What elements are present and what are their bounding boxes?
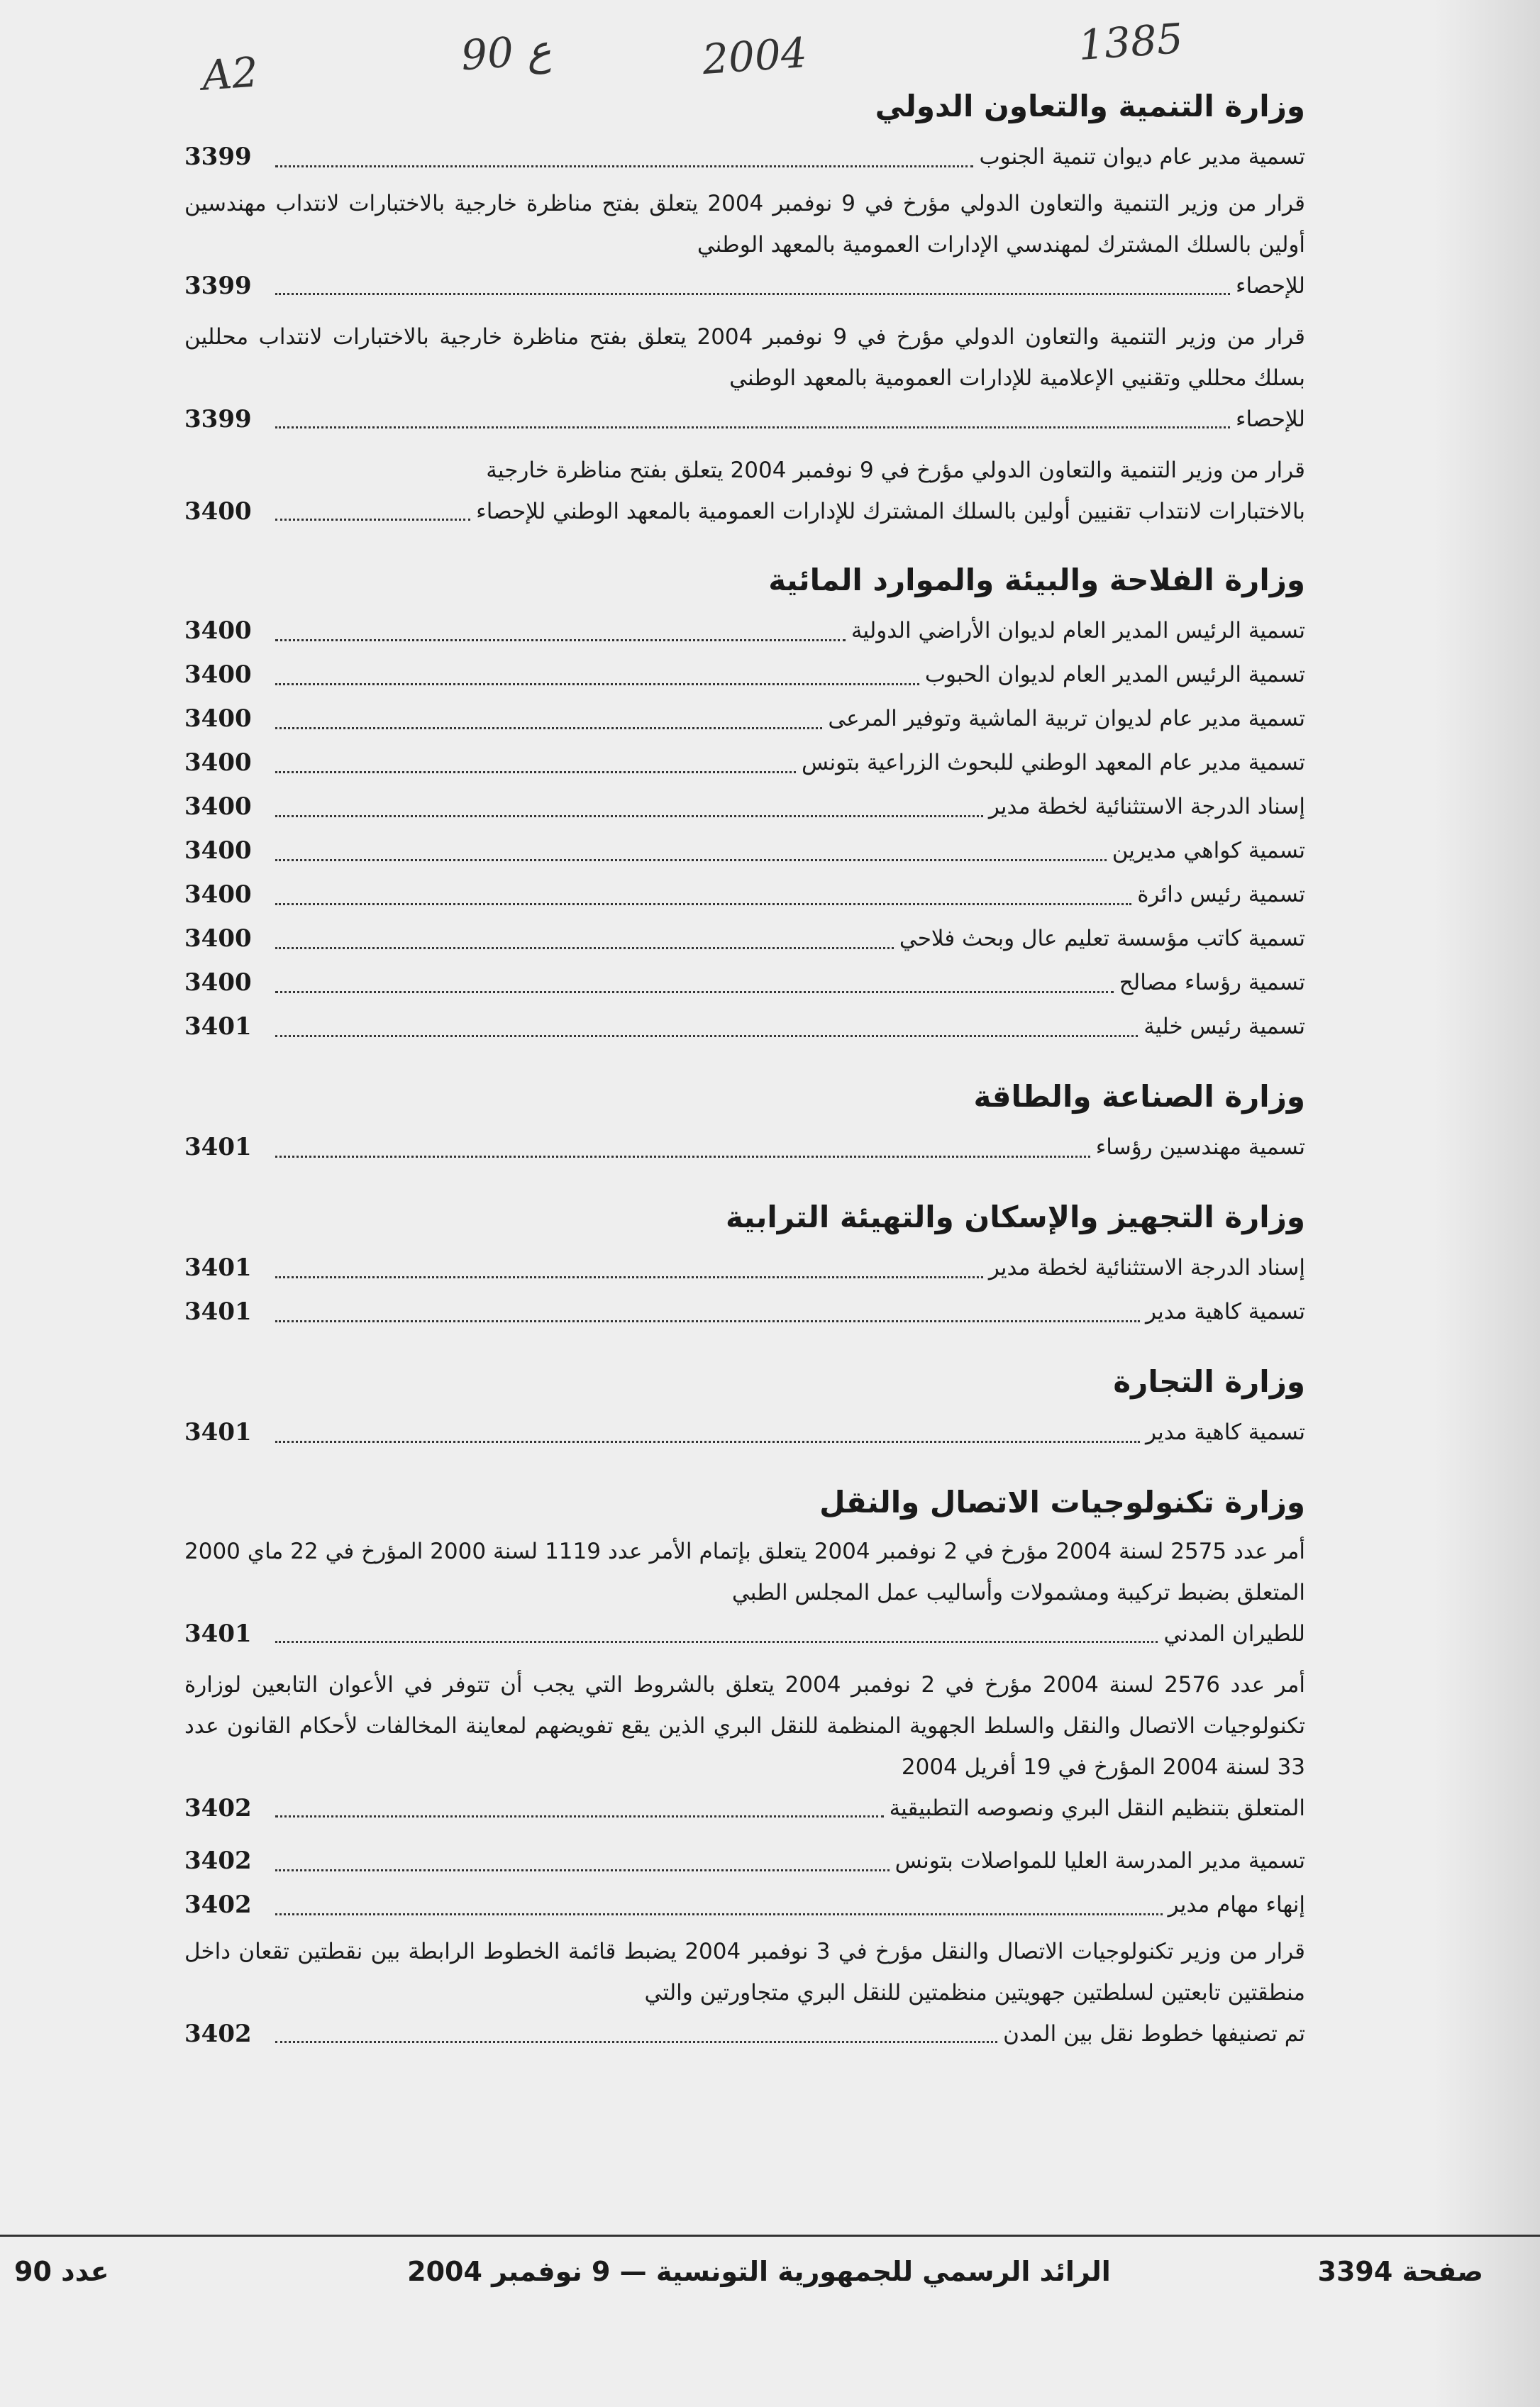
block-body: قرار من وزير تكنولوجيات الاتصال والنقل مؤرخ في 3 نوفمبر 2004 يضبط قائمة الخطوط الرابطة بين نقطتين تقعان داخل منطقتين تابعتين لسلطتين جهويتين منظمتين للنقل البري متجاورتين والتي xyxy=(184,1939,1305,2005)
entry-page: 3400 xyxy=(184,616,252,645)
block-last-line: للإحصاء xyxy=(1235,273,1305,299)
section-title: وزارة التجهيز والإسكان والتهيئة الترابية xyxy=(726,1200,1305,1234)
toc-entry[interactable] xyxy=(184,741,1305,785)
dot-leader xyxy=(275,1869,890,1871)
toc-entry[interactable] xyxy=(184,1125,1305,1169)
entry-page: 3401 xyxy=(184,1012,252,1041)
block-last-line: المتعلق بتنظيم النقل البري ونصوصه التطبيقية xyxy=(889,1795,1305,1821)
entry-page: 3401 xyxy=(184,1254,252,1282)
toc-entry[interactable] xyxy=(184,697,1305,741)
handwritten-note-a2: A2 xyxy=(200,48,260,100)
footer-journal: الرائد الرسمي للجمهورية التونسية — 9 نوفمبر 2004 xyxy=(407,2256,1111,2287)
dot-leader xyxy=(275,1641,1158,1643)
entry-page: 3402 xyxy=(184,1891,252,1919)
block-last-line: للطيران المدني xyxy=(1163,1621,1305,1647)
entry-text: تسمية الرئيس المدير العام لديوان الحبوب xyxy=(924,662,1305,687)
block-last-line: بالاختبارات لانتداب تقنيين أولين بالسلك المشترك للإدارات العمومية بالمعهد الوطني للإحصاء xyxy=(476,499,1305,524)
block-body: قرار من وزير التنمية والتعاون الدولي مؤرخ في 9 نوفمبر 2004 يتعلق بفتح مناظرة خارجية بالاختبارات لانتداب محللين بسلك محللي وتقنيي الإعلامية للإدارات العمومية بالمعهد الوطني xyxy=(184,324,1305,391)
handwritten-note-number: 1385 xyxy=(1076,13,1185,70)
dot-leader xyxy=(275,771,796,773)
section-equipment xyxy=(184,1196,1305,1334)
section-title: وزارة تكنولوجيات الاتصال والنقل xyxy=(819,1485,1305,1520)
toc-block[interactable] xyxy=(184,450,1305,532)
entry-page: 3401 xyxy=(184,1418,252,1446)
toc-entry[interactable] xyxy=(184,785,1305,829)
dot-leader xyxy=(275,1156,1090,1158)
footer-issue: عدد 90 xyxy=(14,2256,109,2287)
toc-entry[interactable] xyxy=(184,1410,1305,1454)
section-title: وزارة الفلاحة والبيئة والموارد المائية xyxy=(768,563,1305,597)
section-industry xyxy=(184,1075,1305,1169)
block-body: قرار من وزير التنمية والتعاون الدولي مؤرخ في 9 نوفمبر 2004 يتعلق بفتح مناظرة خارجية xyxy=(486,458,1305,483)
entry-page: 3401 xyxy=(184,1297,252,1326)
entry-page: 3402 xyxy=(184,1847,252,1875)
entry-text: تسمية مدير عام لديوان تربية الماشية وتوفير المرعى xyxy=(828,706,1305,731)
entry-text: إسناد الدرجة الاستثنائية لخطة مدير xyxy=(988,1255,1305,1280)
block-page: 3402 xyxy=(184,1794,252,1822)
section-communication-transport xyxy=(184,1481,1305,2054)
dot-leader xyxy=(275,1320,1140,1322)
block-page: 3399 xyxy=(184,272,252,300)
dot-leader xyxy=(275,1035,1138,1037)
dot-leader xyxy=(275,947,894,949)
toc-entry[interactable] xyxy=(184,1005,1305,1048)
handwritten-note-year: 2004 xyxy=(700,28,809,84)
block-body: أمر عدد 2575 لسنة 2004 مؤرخ في 2 نوفمبر 2004 يتعلق بإتمام الأمر عدد 1119 لسنة 2000 المؤرخ في 22 ماي 2000 المتعلق بضبط تركيبة ومشمولات وأساليب عمل المجلس الطبي xyxy=(184,1539,1305,1605)
entry-text: تسمية رؤساء مصالح xyxy=(1119,970,1305,995)
dot-leader xyxy=(275,683,919,685)
dot-leader xyxy=(275,1276,983,1278)
section-development xyxy=(184,85,1305,532)
toc-entry[interactable] xyxy=(184,1246,1305,1290)
block-page: 3399 xyxy=(184,405,252,433)
toc-entry[interactable] xyxy=(184,1883,1305,1927)
toc-block[interactable] xyxy=(184,183,1305,306)
dot-leader xyxy=(275,815,983,817)
entry-text: إسناد الدرجة الاستثنائية لخطة مدير xyxy=(988,794,1305,819)
toc-block[interactable] xyxy=(184,1664,1305,1829)
toc-entry[interactable] xyxy=(184,609,1305,653)
page-footer xyxy=(0,2249,1540,2306)
dot-leader xyxy=(275,2041,997,2043)
dot-leader xyxy=(275,1815,884,1817)
toc-entry[interactable] xyxy=(184,873,1305,917)
block-page: 3400 xyxy=(184,497,252,526)
dot-leader xyxy=(275,903,1131,905)
entry-page: 3400 xyxy=(184,836,252,865)
block-page: 3402 xyxy=(184,2020,252,2048)
section-commerce xyxy=(184,1361,1305,1454)
entry-text: تسمية رئيس خلية xyxy=(1143,1014,1305,1039)
table-of-contents xyxy=(184,85,1305,2081)
page-edge-shadow xyxy=(1434,0,1540,2407)
block-page: 3401 xyxy=(184,1620,252,1648)
dot-leader xyxy=(275,639,846,641)
entry-text: تسمية مدير عام ديوان تنمية الجنوب xyxy=(979,144,1305,170)
section-title: وزارة التجارة xyxy=(1113,1364,1305,1399)
dot-leader xyxy=(275,1913,1163,1915)
entry-text: إنهاء مهام مدير xyxy=(1168,1892,1305,1918)
dot-leader xyxy=(275,727,822,729)
dot-leader xyxy=(275,859,1107,861)
entry-text: تسمية مدير المدرسة العليا للمواصلات بتونس xyxy=(894,1848,1305,1874)
entry-text: تسمية كاتب مؤسسة تعليم عال وبحث فلاحي xyxy=(899,926,1305,951)
entry-page: 3400 xyxy=(184,748,252,777)
block-last-line: للإحصاء xyxy=(1235,406,1305,432)
entry-text: تسمية رئيس دائرة xyxy=(1137,882,1305,907)
toc-entry[interactable] xyxy=(184,653,1305,697)
toc-block[interactable] xyxy=(184,1531,1305,1654)
block-last-line: تم تصنيفها خطوط نقل بين المدن xyxy=(1003,2021,1305,2047)
entry-page: 3400 xyxy=(184,968,252,997)
entry-page: 3400 xyxy=(184,880,252,909)
block-body: قرار من وزير التنمية والتعاون الدولي مؤرخ في 9 نوفمبر 2004 يتعلق بفتح مناظرة خارجية بالاختبارات لانتداب مهندسين أولين بالسلك المشترك لمهندسي الإدارات العمومية بالمعهد الوطني xyxy=(184,191,1305,258)
dot-leader xyxy=(275,991,1114,993)
toc-block[interactable] xyxy=(184,316,1305,440)
entry-page: 3400 xyxy=(184,924,252,953)
footer-page-number: صفحة 3394 xyxy=(1317,2256,1483,2287)
entry-text: تسمية كواهي مديرين xyxy=(1112,838,1305,863)
toc-block[interactable] xyxy=(184,1931,1305,2054)
section-title: وزارة الصناعة والطاقة xyxy=(973,1079,1305,1114)
entry-page: 3400 xyxy=(184,660,252,689)
entry-text: تسمية كاهية مدير xyxy=(1145,1420,1305,1445)
entry-page: 3400 xyxy=(184,792,252,821)
handwritten-note-issue: 90 ع xyxy=(459,25,553,80)
toc-entry[interactable] xyxy=(184,1839,1305,1883)
entry-text: تسمية الرئيس المدير العام لديوان الأراضي الدولية xyxy=(851,618,1305,643)
dot-leader xyxy=(275,1441,1140,1443)
dot-leader xyxy=(275,519,470,521)
entry-page: 3399 xyxy=(184,143,252,171)
toc-entry[interactable] xyxy=(184,961,1305,1005)
dot-leader xyxy=(275,426,1230,428)
entry-text: تسمية مدير عام المعهد الوطني للبحوث الزراعية بتونس xyxy=(802,750,1305,775)
toc-entry[interactable] xyxy=(184,135,1305,179)
block-body: أمر عدد 2576 لسنة 2004 مؤرخ في 2 نوفمبر 2004 يتعلق بالشروط التي يجب أن تتوفر في الأعوان التابعين لوزارة تكنولوجيات الاتصال والنقل والسلط الجهوية المنظمة للنقل البري الذين يقع تفويضهم لمعاينة المخالفات لأحكام القانون عدد 33 لسنة 2004 المؤرخ في 19 أفريل 2004 xyxy=(184,1672,1305,1780)
dot-leader xyxy=(275,165,973,167)
toc-entry[interactable] xyxy=(184,917,1305,961)
entry-text: تسمية مهندسين رؤساء xyxy=(1095,1134,1305,1160)
entry-text: تسمية كاهية مدير xyxy=(1145,1299,1305,1324)
entry-page: 3400 xyxy=(184,704,252,733)
entry-page: 3401 xyxy=(184,1133,252,1161)
footer-rule xyxy=(0,2235,1540,2237)
dot-leader xyxy=(275,293,1230,295)
handwritten-notes xyxy=(0,13,1540,100)
toc-entry[interactable] xyxy=(184,1290,1305,1334)
section-agriculture xyxy=(184,559,1305,1048)
toc-entry[interactable] xyxy=(184,829,1305,873)
section-title: وزارة التنمية والتعاون الدولي xyxy=(875,89,1305,123)
